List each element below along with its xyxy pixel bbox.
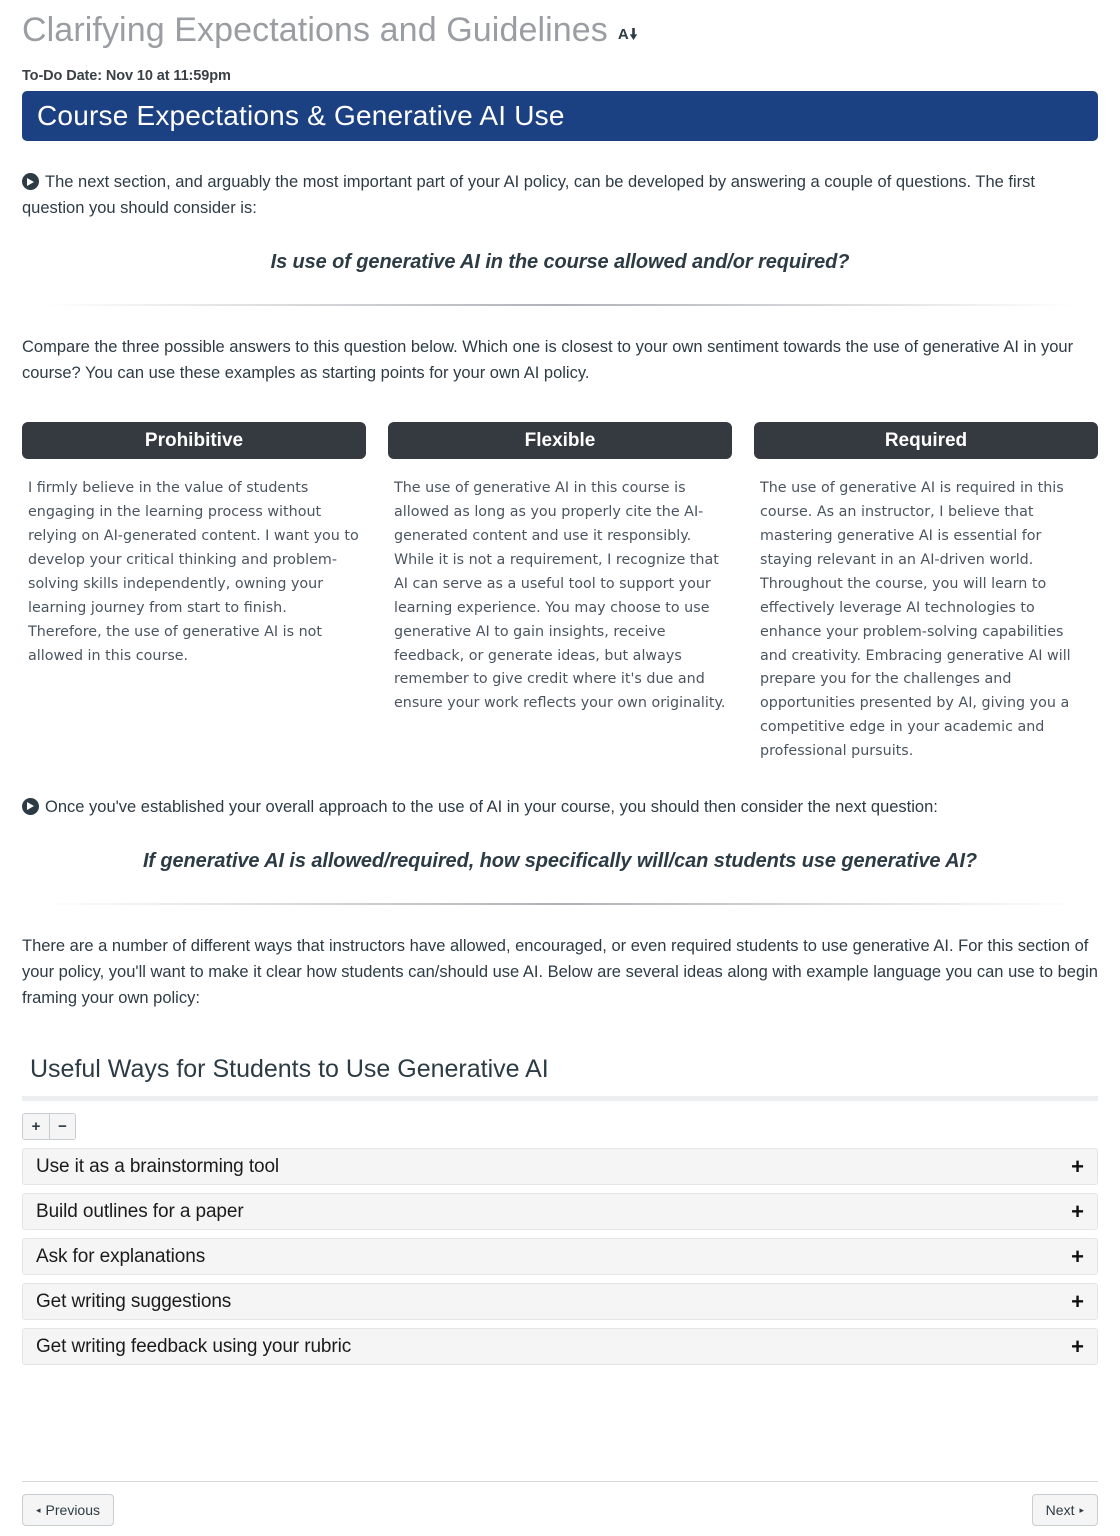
column-prohibitive [22,422,366,764]
section-banner-title: Course Expectations & Generative AI Use [37,100,565,132]
question-two: If generative AI is allowed/required, how specifically will/can students use generative AI? [142,850,978,872]
section-banner [22,91,1098,141]
next-button-label: Next [1045,1502,1075,1518]
chevron-right-icon: ▸ [1079,1504,1084,1515]
circle-arrow-right-icon [22,798,39,815]
accordion-item[interactable] [22,1328,1098,1365]
plus-icon[interactable]: + [1071,1153,1084,1179]
accordion-item-label: Use it as a brainstorming tool [36,1155,280,1177]
compare-lead-in: Compare the three possible answers to this question below. Which one is closest to your own sentiment towards the use of generative AI in your course? You can use these examples as starting points for your own AI policy. [22,338,1074,383]
footer-divider [22,1481,1098,1482]
column-flexible [388,422,732,764]
previous-button[interactable] [22,1494,114,1526]
column-heading: Required [754,422,1098,459]
ways-lead-in: There are a number of different ways that instructors have allowed, encouraged, or even required students to use generative AI. For this section of your policy, you'll want to make it clear how students can/should use AI. Below are several ideas along with example language you can use to begin framing your own policy: [22,937,1098,1008]
intro-paragraph-text: The next section, and arguably the most important part of your AI policy, can be developed by answering a couple of questions. The first question you should consider is: [22,173,1035,218]
collapse-all-button[interactable]: − [49,1114,75,1139]
accordion-item-label: Get writing feedback using your rubric [36,1335,352,1357]
divider-two [44,903,1076,905]
column-body: I firmly believe in the value of students engaging in the learning process without relying on AI-generated content. I want you to develop your critical thinking and problem-solving skills independently, owning your learning journey from start to finish. Therefore, the use of generative AI is not allowed in this course. [28,480,359,664]
accordion-item-label: Get writing suggestions [36,1290,232,1312]
chevron-left-icon: ◂ [36,1504,41,1515]
comparison-columns [22,422,1098,764]
column-body: The use of generative AI is required in this course. As an instructor, I believe that mastering generative AI is essential for staying relevant in an AI-driven world. Throughout the course, you will learn to effectively leverage AI technologies to enhance your problem-solving capabilities and creativity. Embracing generative AI will prepare you for the challenges and opportunities presented by AI, giving you a competitive edge in your academic and professional pursuits. [760,480,1071,760]
accordion-item-label: Ask for explanations [36,1245,206,1267]
column-required [754,422,1098,764]
column-body: The use of generative AI in this course is allowed as long as you properly cite the AI-generated content and use it responsibly. While it is not a requirement, I recognize that AI can serve as a useful tool to support your learning experience. You may choose to use generative AI to gain insights, receive feedback, or generate ideas, but always remember to give credit where it's due and ensure your work reflects your own originality. [394,480,726,712]
column-heading: Prohibitive [22,422,366,459]
accordion-item[interactable] [22,1238,1098,1275]
accordion-item[interactable] [22,1283,1098,1320]
intro-paragraph [22,169,1098,221]
footer-navigation [22,1481,1098,1526]
ways-heading-underline [22,1096,1098,1101]
previous-button-label: Previous [45,1502,100,1518]
accordion-item-label: Build outlines for a paper [36,1200,244,1222]
second-paragraph [22,794,1098,820]
page-title: Clarifying Expectations and Guidelines [22,11,608,49]
question-one: Is use of generative AI in the course allowed and/or required? [270,251,850,274]
text-size-icon-letter: A [617,26,629,43]
column-heading: Flexible [388,422,732,459]
plus-icon[interactable]: + [1071,1288,1084,1314]
second-paragraph-text: Once you've established your overall approach to the use of AI in your course, you should then consider the next question: [45,797,938,816]
plus-icon[interactable]: + [1071,1333,1084,1359]
plus-icon[interactable]: + [1071,1243,1084,1269]
plus-icon[interactable]: + [1071,1198,1084,1224]
text-size-icon-arrow [629,28,638,41]
accordion-item[interactable] [22,1193,1098,1230]
text-size-icon[interactable] [618,26,638,43]
todo-date: To-Do Date: Nov 10 at 11:59pm [22,68,231,85]
divider-one [44,304,1076,306]
page-header [22,0,1098,52]
accordion-item[interactable] [22,1148,1098,1185]
next-button[interactable] [1032,1494,1098,1526]
accordion-list [22,1148,1098,1365]
ways-heading: Useful Ways for Students to Use Generative AI [30,1055,549,1084]
expand-all-button[interactable]: + [23,1114,49,1139]
circle-arrow-right-icon [22,173,39,190]
accordion-controls [22,1113,76,1140]
